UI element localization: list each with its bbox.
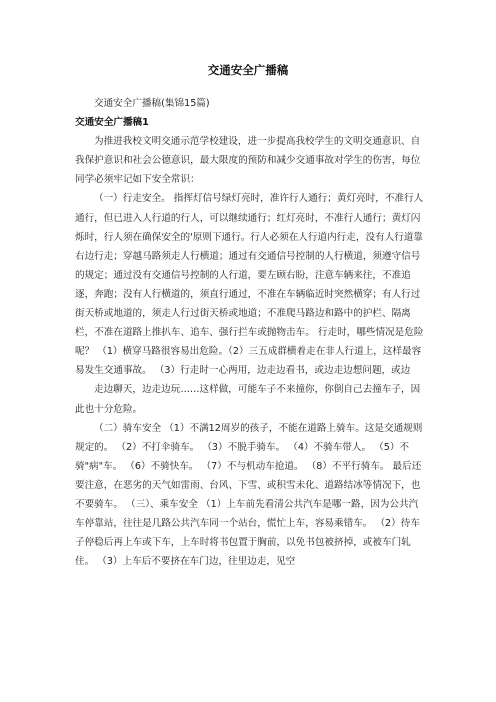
paragraph-walking-safety: （一）行走安全。 指挥灯信号绿灯亮时，准许行人通行；黄灯亮时，不准行人通行，但已进入人行道的行人，可以继续通行；红灯亮时，不准行人通行；黄灯闪烁时，行人须在确保安全的'原则下通行。行人必须在人行道内行走，没有人行道靠右边行走；穿越马路须走人行横道；通过有交通信号控制的人行横道，须遵守信号的规定；通过没有交通信号控制的人行道，要左顾右盼，注意车辆来往，不准追逐，奔跑；没有人行横道的，须直行通过，不准在车辆临近时突然横穿；有人行过街天桥或地道的，须走人行过街天桥或地道；不准爬马路边和路中的护栏、隔离栏，不准在道路上推扒车、追车、强行拦车或抛物击车。 行走时，哪些情况是危险呢？ （1）横穿马路很容易出危险。（2）三五成群横着走在非人行道上，这样最容易发生交通事故。 （3）行走时一心两用，边走边看书，或边走边想问题，或边 bbox=[75, 193, 424, 377]
document-subtitle: 交通安全广播稿(集锦15篇) bbox=[94, 98, 210, 109]
section-heading: 交通安全广播稿1 bbox=[75, 117, 149, 129]
paragraph-intro: 为推进我校文明交通示范学校建设，进一步提高我校学生的文明交通意识、自我保护意识和社会公德意识，最大限度的预防和减少交通事故对学生的伤害，每位同学必须牢记如下安全常识： bbox=[75, 136, 421, 186]
document-body bbox=[75, 94, 425, 571]
paragraph-walking-continued: 走边聊天，边走边玩……这样做，可能车子不来撞你，你倒自己去撞车子，因此也十分危险。 bbox=[75, 384, 421, 415]
paragraph-cycling-and-riding-safety: （二）骑车安全 （1）不满12周岁的孩子，不能在道路上骑车。这是交通规则规定的。 （2）不打伞骑车。 （3）不脱手骑车。 （4）不骑车带人。 （5）不骑"病"车。 （6）不骑快车。 （7）不与机动车抢道。 （8）不平行骑车。 最后还要注意，在恶劣的天气如雷雨、台风、下雪、或积雪未化、道路结冰等情况下，也不要骑车。 （三）、乘车安全 （1）上车前先看清公共汽车是哪一路，因为公共汽车停靠站，往往是几路公共汽车同一个站台，慌忙上车，容易乘错车。 （2）待车子停稳后再上车或下车，上车时将书包置于胸前，以免书包被挤掉，或被车门轧住。 （3）上车后不要挤在车门边，往里边走，见空 bbox=[75, 422, 423, 568]
page-title: 交通安全广播稿 bbox=[207, 63, 289, 77]
